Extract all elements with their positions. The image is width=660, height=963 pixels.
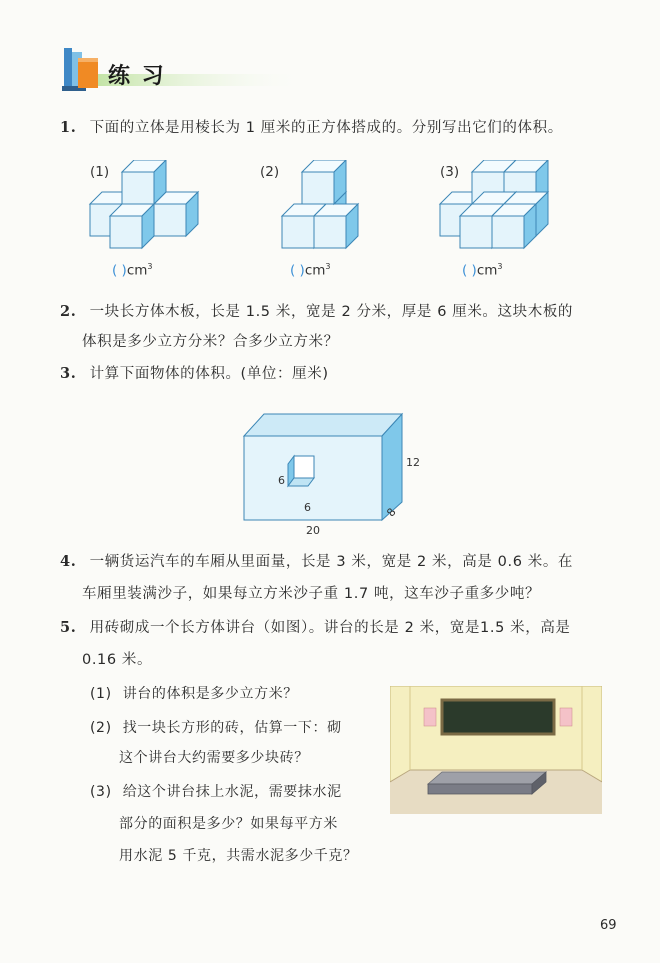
sub-number: (3) — [90, 784, 112, 800]
question-5 — [60, 618, 571, 638]
question-2-cont: 体积是多少立方分米？合多少立方米？ — [82, 334, 339, 350]
answer-blank: ( ) — [112, 262, 127, 279]
question-text: 用砖砌成一个长方体讲台（如图）。讲台的长是 2 米，宽是1.5 米，高是 — [89, 620, 571, 636]
section-title: 练 习 — [108, 64, 166, 89]
cube-figure-2 — [282, 160, 358, 248]
question-number: 2. — [60, 303, 77, 320]
question-4-cont: 车厢里装满沙子，如果每立方米沙子重 1.7 吨，这车沙子重多少吨？ — [82, 586, 541, 602]
dim-length: 20 — [306, 524, 320, 537]
sub-question-2: (2) 找一块长方形的砖，估算一下：砌 — [90, 720, 342, 736]
sub-question-2-cont: 这个讲台大约需要多少块砖？ — [119, 750, 309, 766]
answer-blank: ( ) — [290, 262, 305, 279]
sub-question-3-cont: 部分的面积是多少？如果每平方米 — [119, 816, 338, 832]
answer-blank: ( ) — [462, 262, 477, 279]
figure-2-label: (2) — [260, 164, 280, 180]
sub-question-3: (3) 给这个讲台抹上水泥，需要抹水泥 — [90, 784, 342, 800]
figure-2-answer: ( )$cm^3$ — [290, 262, 331, 279]
question-number: 4. — [60, 553, 77, 570]
box-with-hole-figure — [240, 408, 440, 538]
dim-hole-height: 6 — [278, 474, 285, 487]
sub-number: (1) — [90, 686, 112, 702]
question-number: 5. — [60, 619, 77, 636]
question-text: 一辆货运汽车的车厢从里面量，长是 3 米，宽是 2 米，高是 0.6 米。在 — [89, 554, 574, 570]
section-header — [60, 44, 320, 94]
cube-figures — [80, 160, 640, 260]
question-5-cont: 0.16 米。 — [82, 652, 153, 668]
question-1 — [60, 118, 563, 138]
question-2 — [60, 302, 573, 322]
question-number: 3. — [60, 365, 77, 382]
question-text: 一块长方体木板，长是 1.5 米，宽是 2 分米，厚是 6 厘米。这块木板的 — [89, 304, 574, 320]
question-4 — [60, 552, 573, 572]
question-number: 1. — [60, 119, 77, 136]
sub-number: (2) — [90, 720, 112, 736]
dim-hole-width: 6 — [304, 501, 311, 514]
figure-3-label: (3) — [440, 164, 460, 180]
sub-question-3-cont2: 用水泥 5 千克，共需水泥多少千克？ — [119, 848, 358, 864]
question-text: 下面的立体是用棱长为 1 厘米的正方体搭成的。分别写出它们的体积。 — [89, 120, 563, 136]
figure-3-answer: ( )$cm^3$ — [462, 262, 503, 279]
figure-1-answer: ( )$cm^3$ — [112, 262, 153, 279]
dim-height: 12 — [406, 456, 420, 469]
page-number: 69 — [600, 918, 617, 933]
dim-depth: 8 — [384, 505, 399, 520]
classroom-podium-illustration — [390, 686, 602, 814]
sub-question-1: (1) 讲台的体积是多少立方米？ — [90, 686, 298, 702]
question-3 — [60, 364, 329, 384]
figure-1-label: (1) — [90, 164, 110, 180]
book-icon — [60, 44, 320, 94]
question-text: 计算下面物体的体积。(单位：厘米) — [89, 366, 329, 382]
